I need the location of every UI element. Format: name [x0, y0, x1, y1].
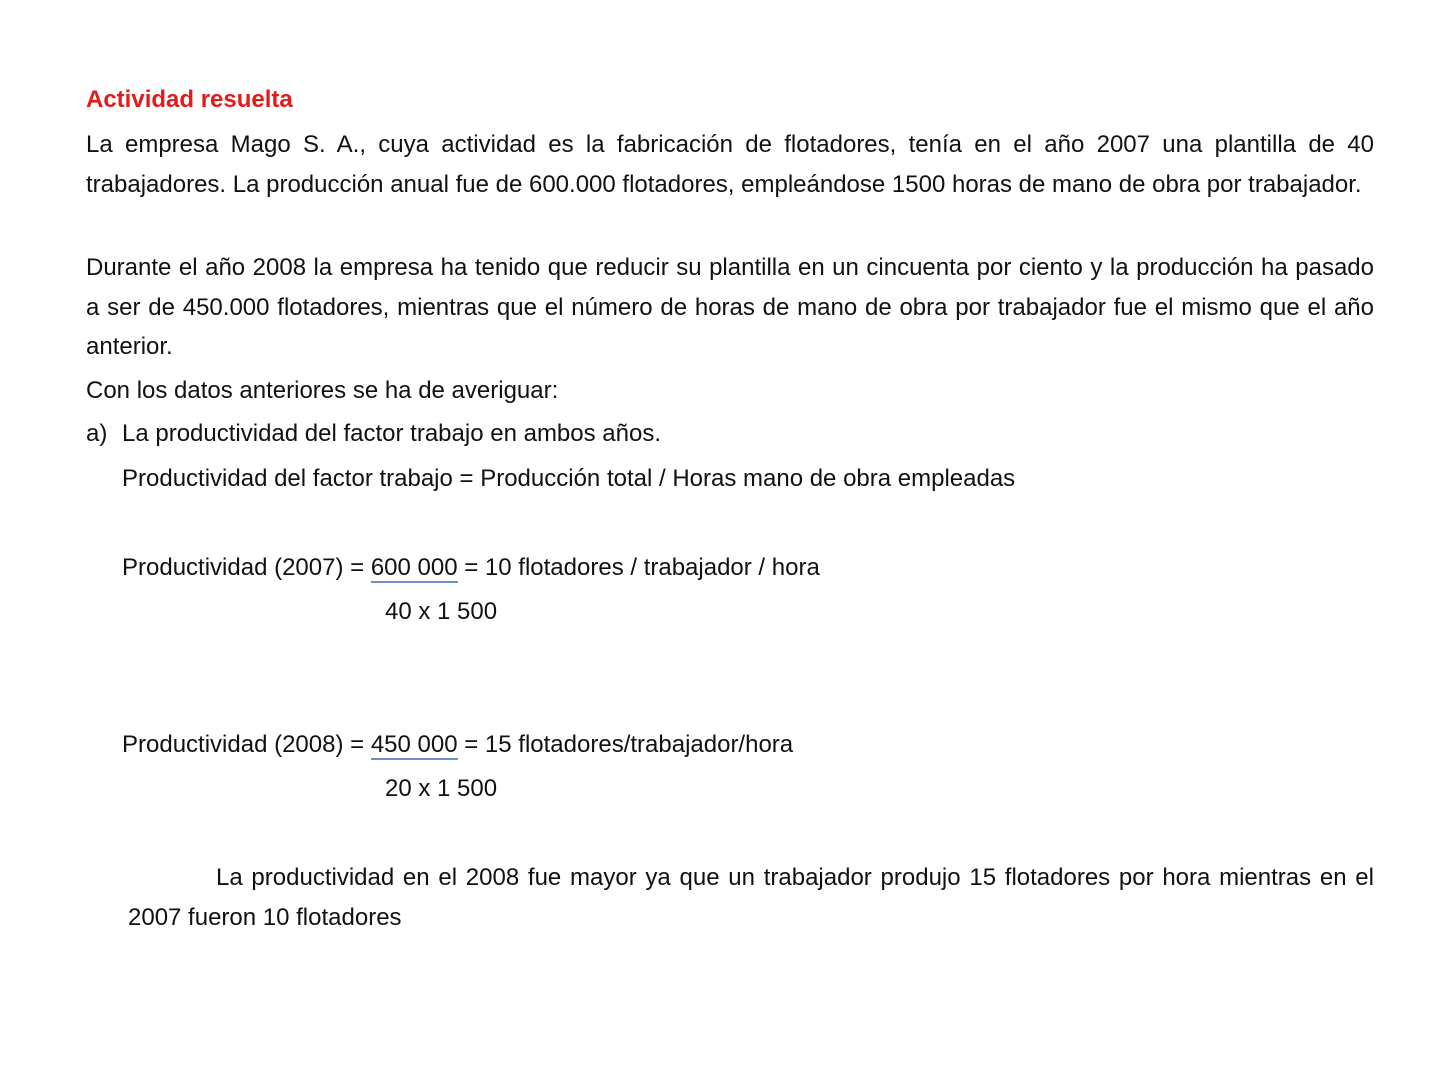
- question-a: [86, 416, 661, 452]
- question-a-text: La productividad del factor trabajo en ambos años.: [122, 420, 662, 447]
- problem-paragraph-1: La empresa Mago S. A., cuya actividad es la fabricación de flotadores, tenía en el año 2007 una plantilla de 40 trabajadores. La producción anual fue de 600.000 flotadores, empleándose 1500 horas de mano de obra por trabajador.: [86, 131, 1374, 198]
- activity-title: Actividad resuelta: [86, 86, 293, 113]
- formula-definition: Productividad del factor trabajo = Producción total / Horas mano de obra empleadas: [122, 465, 1016, 492]
- calc-2008-numerator: 450 000: [370, 731, 458, 758]
- calc-2007-denominator: 40 x 1 500: [385, 598, 498, 625]
- calc-2007-numerator: 600 000: [370, 554, 458, 581]
- calculation-2007: [122, 550, 820, 586]
- problem-paragraph-3: Con los datos anteriores se ha de averiguar:: [86, 377, 559, 404]
- calc-2008-label: Productividad (2008) =: [122, 731, 371, 758]
- conclusion-paragraph: La productividad en el 2008 fue mayor ya que un trabajador produjo 15 flotadores por hora mientras en el 2007 fueron 10 flotadores: [128, 864, 1374, 931]
- calc-2008-denominator: 20 x 1 500: [385, 775, 498, 802]
- calc-2007-result: = 10 flotadores / trabajador / hora: [457, 554, 820, 581]
- calc-2007-label: Productividad (2007) =: [122, 554, 371, 581]
- problem-paragraph-2: Durante el año 2008 la empresa ha tenido que reducir su plantilla en un cincuenta por ciento y la producción ha pasado a ser de 450.000 flotadores, mientras que el número de horas de mano de obra por trabajador fue el mismo que el año anterior.: [86, 254, 1374, 360]
- list-marker: a): [86, 420, 108, 447]
- calc-2008-result: = 15 flotadores/trabajador/hora: [457, 731, 794, 758]
- calculation-2008: [122, 727, 793, 763]
